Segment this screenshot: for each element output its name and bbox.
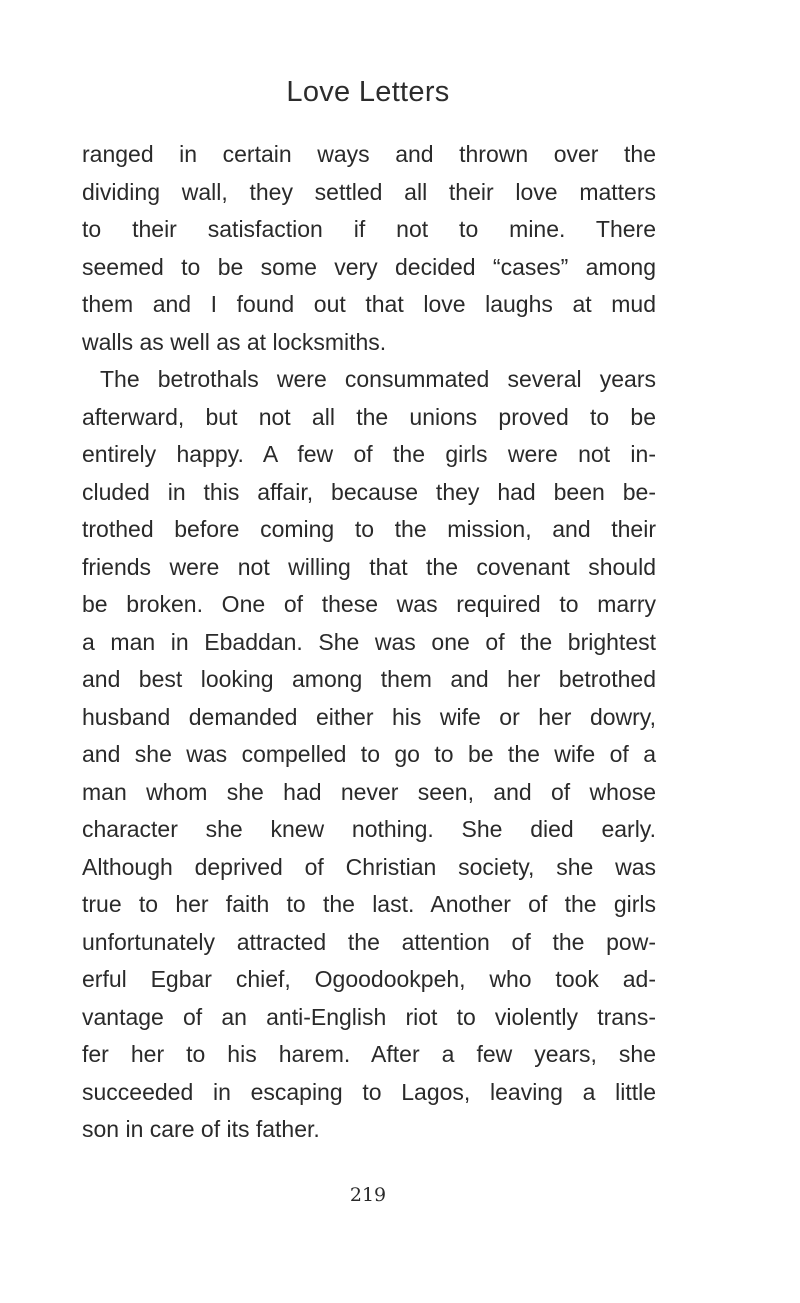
running-head: Love Letters xyxy=(286,76,450,108)
text-line: erful Egbar chief, Ogoodookpeh, who took ad- xyxy=(82,966,656,992)
text-line: a man in Ebaddan. She was one of the brightest xyxy=(82,628,656,655)
text-line: to their satisfaction if not to mine. There xyxy=(82,216,656,242)
text-line: entirely happy. A few of the girls were not in- xyxy=(82,441,656,467)
text-line: vantage of an anti-English riot to violently trans- xyxy=(82,1003,656,1030)
text-line: fer her to his harem. After a few years, she xyxy=(82,1041,656,1067)
text-line: dividing wall, they settled all their love matters xyxy=(82,178,656,205)
text-line: man whom she had never seen, and of whose xyxy=(82,778,656,805)
text-line: true to her faith to the last. Another of the girls xyxy=(82,891,656,917)
paragraph-start-line: The betrothals were consummated several years xyxy=(100,366,656,392)
text-line: character she knew nothing. She died early. xyxy=(82,816,656,842)
text-line: afterward, but not all the unions proved to be xyxy=(82,403,656,430)
text-line: unfortunately attracted the attention of the pow- xyxy=(82,928,656,955)
text-line: husband demanded either his wife or her dowry, xyxy=(82,703,656,730)
text-line: ranged in certain ways and thrown over the xyxy=(82,141,656,167)
text-line: succeeded in escaping to Lagos, leaving a little xyxy=(82,1078,656,1105)
text-line: and best looking among them and her betrothed xyxy=(82,666,656,692)
text-line: Although deprived of Christian society, she was xyxy=(82,853,656,880)
text-line: them and I found out that love laughs at mud xyxy=(82,291,656,317)
text-line: friends were not willing that the covenant should xyxy=(82,553,656,580)
page-number: 219 xyxy=(349,1184,387,1206)
text-line: and she was compelled to go to be the wife of a xyxy=(82,741,656,767)
body-text xyxy=(82,136,656,1149)
text-line: cluded in this affair, because they had been be- xyxy=(82,478,656,505)
text-line: son in care of its father. xyxy=(82,1116,320,1142)
text-line: trothed before coming to the mission, and their xyxy=(82,516,656,542)
text-line: be broken. One of these was required to marry xyxy=(82,591,656,617)
text-line: seemed to be some very decided “cases” among xyxy=(82,253,656,280)
text-line: walls as well as at locksmiths. xyxy=(82,328,387,355)
